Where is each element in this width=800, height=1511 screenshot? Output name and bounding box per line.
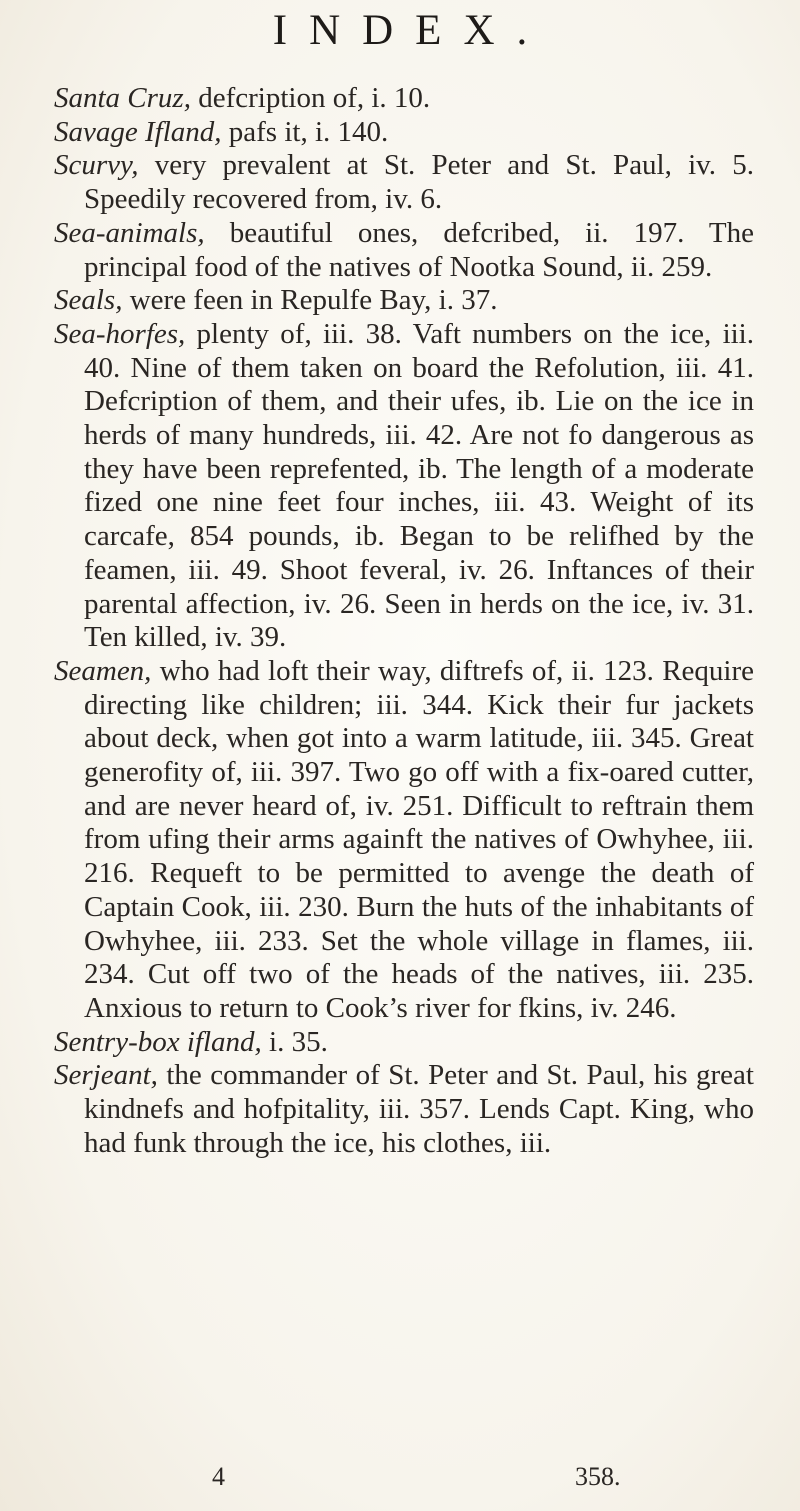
entry-text: i. 35. [261, 1025, 328, 1058]
catchword: 358. [575, 1462, 621, 1491]
index-entry [54, 284, 754, 318]
index-entries [54, 82, 754, 1161]
entry-term: Seamen, [54, 654, 152, 687]
entry-term: Savage Ifland, [54, 115, 222, 148]
entry-text: very prevalent at St. Peter and St. Paul, iv. 5. Speedily recovered from, iv. 6. [84, 149, 754, 216]
entry-text: beautiful ones, defcribed, ii. 197. The principal food of the natives of Nootka Sound, ii. 259. [84, 216, 754, 283]
index-entry [54, 1026, 754, 1060]
index-entry [54, 82, 754, 116]
entry-text: who had loft their way, diftrefs of, ii. 123. Require directing like children; iii. 344. Kick their fur jackets about deck, when got into a warm latitude, iii. 345. Great generofity of, iii. 397. Two go off with a fix-oared cutter, and are never heard of, iv. 251. Difficult to reftrain them from ufing their arms againft the natives of Owhyhee, iii. 216. Requeft to be permitted to avenge the death of Captain Cook, iii. 230. Burn the huts of the inhabitants of Owhyhee, iii. 233. Set the whole village in flames, iii. 234. Cut off two of the heads of the natives, iii. 235. Anxious to return to Cook’s river for fkins, iv. 246. [84, 654, 754, 1024]
page-footer [0, 1462, 800, 1502]
entry-term: Sentry-box ifland, [54, 1025, 262, 1058]
entry-term: Serjeant, [54, 1059, 158, 1092]
index-entry [54, 318, 754, 655]
entry-text: were feen in Repulfe Bay, i. 37. [122, 284, 498, 317]
entry-text: defcription of, i. 10. [190, 82, 431, 114]
index-entry [54, 116, 754, 150]
index-entry [54, 1059, 754, 1160]
entry-text: pafs it, i. 140. [221, 115, 389, 148]
index-entry [54, 149, 754, 216]
page-header: INDEX. [272, 7, 550, 54]
index-entry [54, 655, 754, 1026]
entry-term: Seals, [54, 284, 123, 317]
signature-mark: 4 [212, 1462, 225, 1491]
entry-term: Santa Cruz, [54, 82, 191, 114]
entry-text: plenty of, iii. 38. Vaft numbers on the ice, iii. 40. Nine of them taken on board the Refolution, iii. 41. Defcription of them, and their ufes, ib. Lie on the ice in herds of many hundreds, iii. 42. Are not fo dangerous as they have been reprefented, ib. The length of a moderate fized one nine feet four inches, iii. 43. Weight of its carcafe, 854 pounds, ib. Began to be relifhed by the feamen, iii. 49. Shoot feveral, iv. 26. Inftances of their parental affection, iv. 26. Seen in herds on the ice, iv. 31. Ten killed, iv. 39. [84, 317, 754, 654]
index-entry [54, 217, 754, 284]
entry-term: Sea-horfes, [54, 317, 186, 350]
entry-term: Sea-animals, [54, 216, 205, 249]
entry-term: Scurvy, [54, 149, 139, 182]
entry-text: the commander of St. Peter and St. Paul, his great kindnefs and hofpitality, iii. 357. Lends Capt. King, who had funk through the ice, his clothes, iii. [84, 1059, 754, 1159]
